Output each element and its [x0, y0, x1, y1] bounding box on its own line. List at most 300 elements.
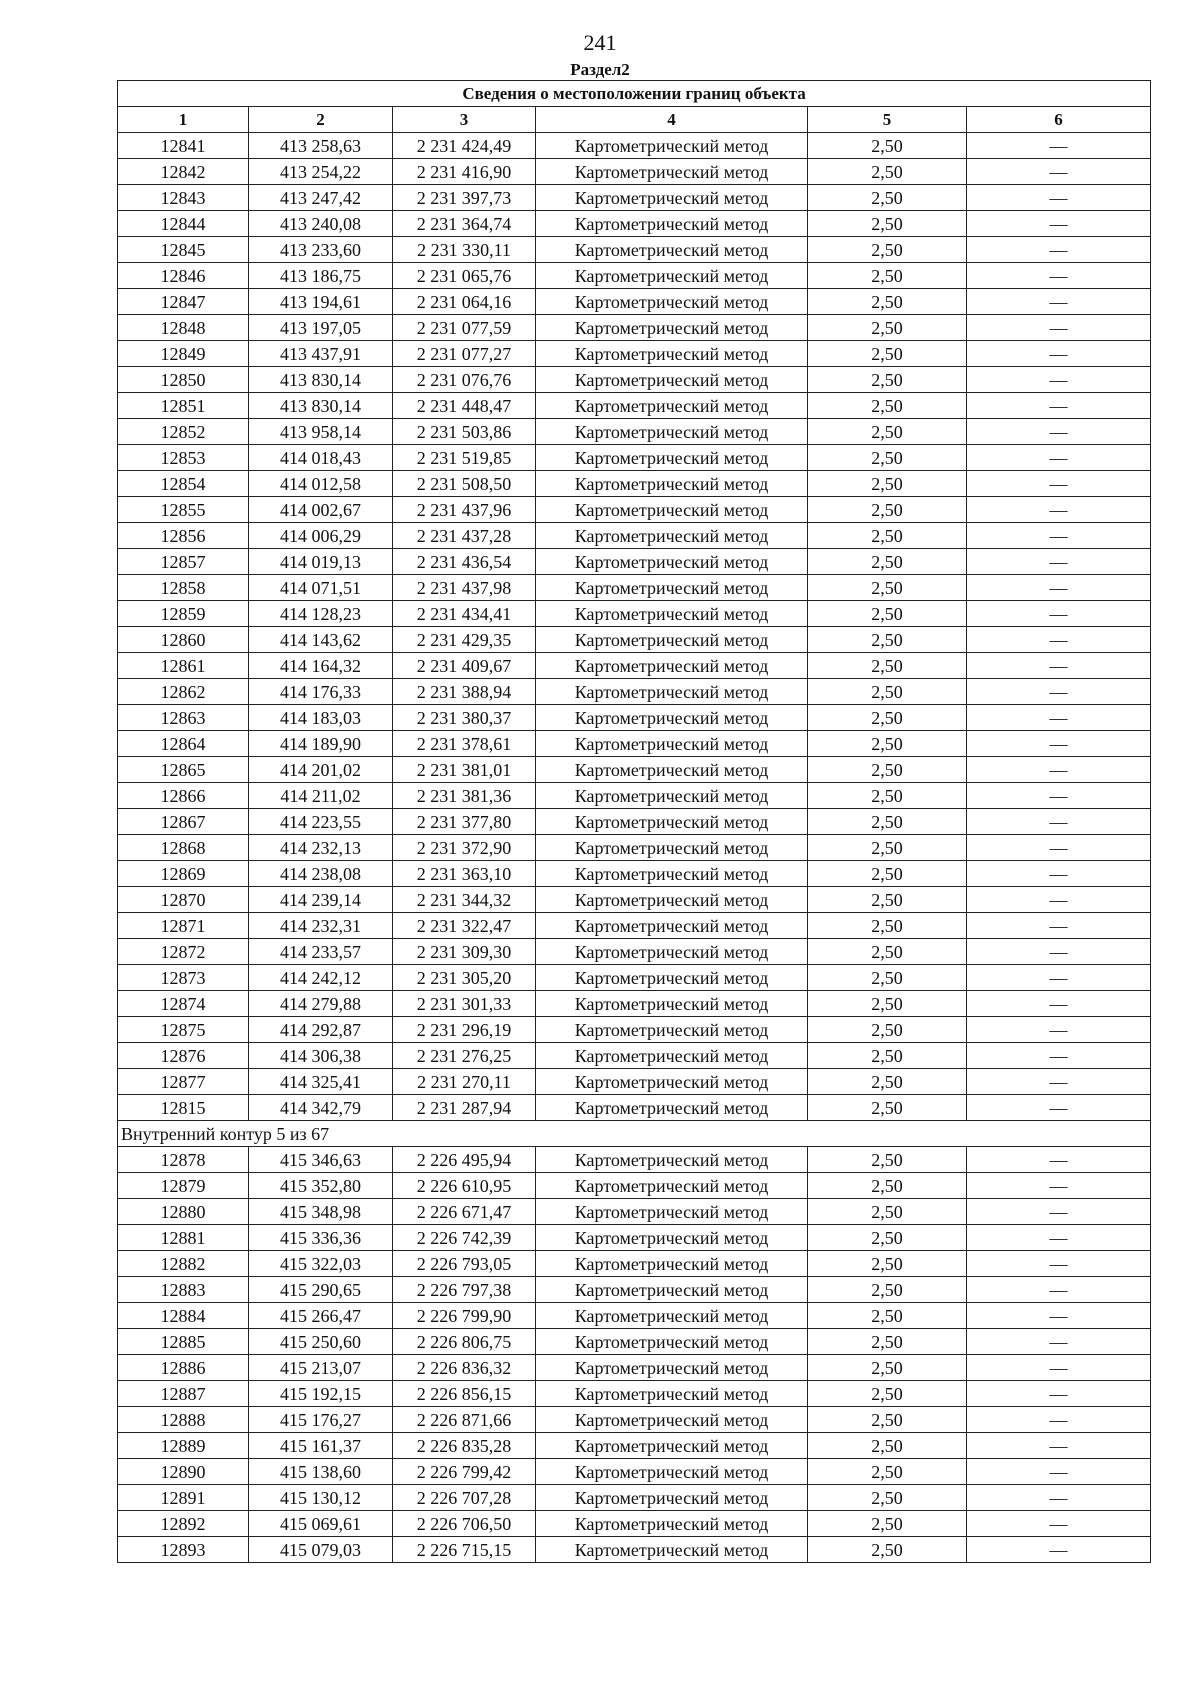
y-coordinate-cell: 2 226 836,32	[393, 1355, 536, 1381]
accuracy-cell: 2,50	[808, 601, 967, 627]
method-cell: Картометрический метод	[536, 315, 808, 341]
x-coordinate-cell: 415 192,15	[249, 1381, 393, 1407]
y-coordinate-cell: 2 231 287,94	[393, 1095, 536, 1121]
method-cell: Картометрический метод	[536, 939, 808, 965]
method-cell: Картометрический метод	[536, 289, 808, 315]
table-row	[118, 1459, 1151, 1485]
y-coordinate-cell: 2 226 856,15	[393, 1381, 536, 1407]
table-row	[118, 419, 1151, 445]
table-row	[118, 445, 1151, 471]
point-number-cell: 12875	[118, 1017, 249, 1043]
x-coordinate-cell: 414 071,51	[249, 575, 393, 601]
y-coordinate-cell: 2 231 503,86	[393, 419, 536, 445]
description-cell: —	[967, 1173, 1151, 1199]
y-coordinate-cell: 2 231 378,61	[393, 731, 536, 757]
x-coordinate-cell: 414 242,12	[249, 965, 393, 991]
x-coordinate-cell: 414 128,23	[249, 601, 393, 627]
description-cell: —	[967, 939, 1151, 965]
x-coordinate-cell: 415 322,03	[249, 1251, 393, 1277]
description-cell: —	[967, 965, 1151, 991]
description-cell: —	[967, 1303, 1151, 1329]
y-coordinate-cell: 2 231 381,36	[393, 783, 536, 809]
method-cell: Картометрический метод	[536, 263, 808, 289]
method-cell: Картометрический метод	[536, 1433, 808, 1459]
accuracy-cell: 2,50	[808, 1459, 967, 1485]
y-coordinate-cell: 2 231 436,54	[393, 549, 536, 575]
table-row	[118, 1511, 1151, 1537]
point-number-cell: 12854	[118, 471, 249, 497]
method-cell: Картометрический метод	[536, 965, 808, 991]
x-coordinate-cell: 415 250,60	[249, 1329, 393, 1355]
point-number-cell: 12872	[118, 939, 249, 965]
y-coordinate-cell: 2 231 363,10	[393, 861, 536, 887]
y-coordinate-cell: 2 231 064,16	[393, 289, 536, 315]
description-cell: —	[967, 497, 1151, 523]
method-cell: Картометрический метод	[536, 1303, 808, 1329]
table-row	[118, 627, 1151, 653]
description-cell: —	[967, 1511, 1151, 1537]
point-number-cell: 12853	[118, 445, 249, 471]
point-number-cell: 12843	[118, 185, 249, 211]
accuracy-cell: 2,50	[808, 965, 967, 991]
x-coordinate-cell: 413 830,14	[249, 393, 393, 419]
y-coordinate-cell: 2 226 797,38	[393, 1277, 536, 1303]
table-row	[118, 367, 1151, 393]
x-coordinate-cell: 414 183,03	[249, 705, 393, 731]
y-coordinate-cell: 2 226 707,28	[393, 1485, 536, 1511]
table-row	[118, 861, 1151, 887]
table-caption-row	[118, 81, 1151, 107]
table-row	[118, 1329, 1151, 1355]
y-coordinate-cell: 2 231 448,47	[393, 393, 536, 419]
description-cell: —	[967, 679, 1151, 705]
y-coordinate-cell: 2 226 793,05	[393, 1251, 536, 1277]
table-row	[118, 1173, 1151, 1199]
table-row	[118, 289, 1151, 315]
method-cell: Картометрический метод	[536, 731, 808, 757]
x-coordinate-cell: 414 211,02	[249, 783, 393, 809]
table-row	[118, 1225, 1151, 1251]
accuracy-cell: 2,50	[808, 1251, 967, 1277]
x-coordinate-cell: 413 233,60	[249, 237, 393, 263]
description-cell: —	[967, 575, 1151, 601]
point-number-cell: 12844	[118, 211, 249, 237]
point-number-cell: 12878	[118, 1147, 249, 1173]
table-row	[118, 1277, 1151, 1303]
x-coordinate-cell: 415 336,36	[249, 1225, 393, 1251]
y-coordinate-cell: 2 231 076,76	[393, 367, 536, 393]
table-row	[118, 393, 1151, 419]
x-coordinate-cell: 413 194,61	[249, 289, 393, 315]
method-cell: Картометрический метод	[536, 861, 808, 887]
table-row	[118, 1251, 1151, 1277]
y-coordinate-cell: 2 226 706,50	[393, 1511, 536, 1537]
accuracy-cell: 2,50	[808, 679, 967, 705]
table-row	[118, 1381, 1151, 1407]
method-cell: Картометрический метод	[536, 237, 808, 263]
description-cell: —	[967, 1069, 1151, 1095]
point-number-cell: 12873	[118, 965, 249, 991]
x-coordinate-cell: 415 161,37	[249, 1433, 393, 1459]
x-coordinate-cell: 414 238,08	[249, 861, 393, 887]
description-cell: —	[967, 601, 1151, 627]
table-row	[118, 1537, 1151, 1563]
x-coordinate-cell: 413 437,91	[249, 341, 393, 367]
accuracy-cell: 2,50	[808, 1407, 967, 1433]
point-number-cell: 12877	[118, 1069, 249, 1095]
y-coordinate-cell: 2 231 305,20	[393, 965, 536, 991]
description-cell: —	[967, 237, 1151, 263]
accuracy-cell: 2,50	[808, 653, 967, 679]
point-number-cell: 12861	[118, 653, 249, 679]
column-header-4: 4	[536, 107, 808, 133]
y-coordinate-cell: 2 231 276,25	[393, 1043, 536, 1069]
table-row	[118, 497, 1151, 523]
description-cell: —	[967, 1095, 1151, 1121]
description-cell: —	[967, 133, 1151, 159]
point-number-cell: 12879	[118, 1173, 249, 1199]
accuracy-cell: 2,50	[808, 1537, 967, 1563]
x-coordinate-cell: 414 232,31	[249, 913, 393, 939]
table-row	[118, 549, 1151, 575]
method-cell: Картометрический метод	[536, 159, 808, 185]
page-number: 241	[583, 30, 617, 55]
y-coordinate-cell: 2 226 871,66	[393, 1407, 536, 1433]
point-number-cell: 12863	[118, 705, 249, 731]
x-coordinate-cell: 414 002,67	[249, 497, 393, 523]
accuracy-cell: 2,50	[808, 783, 967, 809]
x-coordinate-cell: 414 325,41	[249, 1069, 393, 1095]
accuracy-cell: 2,50	[808, 263, 967, 289]
point-number-cell: 12847	[118, 289, 249, 315]
y-coordinate-cell: 2 226 799,42	[393, 1459, 536, 1485]
point-number-cell: 12893	[118, 1537, 249, 1563]
point-number-cell: 12858	[118, 575, 249, 601]
x-coordinate-cell: 414 006,29	[249, 523, 393, 549]
description-cell: —	[967, 159, 1151, 185]
point-number-cell: 12887	[118, 1381, 249, 1407]
table-row	[118, 991, 1151, 1017]
method-cell: Картометрический метод	[536, 809, 808, 835]
accuracy-cell: 2,50	[808, 185, 967, 211]
contour-label: Внутренний контур 5 из 67	[118, 1121, 1151, 1147]
x-coordinate-cell: 414 306,38	[249, 1043, 393, 1069]
table-row	[118, 809, 1151, 835]
boundary-coordinates-table	[117, 80, 1151, 1563]
description-cell: —	[967, 1225, 1151, 1251]
accuracy-cell: 2,50	[808, 393, 967, 419]
x-coordinate-cell: 415 348,98	[249, 1199, 393, 1225]
accuracy-cell: 2,50	[808, 237, 967, 263]
x-coordinate-cell: 415 213,07	[249, 1355, 393, 1381]
table-row	[118, 1069, 1151, 1095]
accuracy-cell: 2,50	[808, 1381, 967, 1407]
y-coordinate-cell: 2 231 065,76	[393, 263, 536, 289]
method-cell: Картометрический метод	[536, 991, 808, 1017]
y-coordinate-cell: 2 231 429,35	[393, 627, 536, 653]
accuracy-cell: 2,50	[808, 1017, 967, 1043]
table-row	[118, 783, 1151, 809]
method-cell: Картометрический метод	[536, 757, 808, 783]
accuracy-cell: 2,50	[808, 159, 967, 185]
y-coordinate-cell: 2 231 372,90	[393, 835, 536, 861]
point-number-cell: 12859	[118, 601, 249, 627]
table-row	[118, 575, 1151, 601]
y-coordinate-cell: 2 231 330,11	[393, 237, 536, 263]
table-row	[118, 705, 1151, 731]
table-row	[118, 757, 1151, 783]
accuracy-cell: 2,50	[808, 211, 967, 237]
table-row	[118, 159, 1151, 185]
method-cell: Картометрический метод	[536, 783, 808, 809]
table-row	[118, 1095, 1151, 1121]
method-cell: Картометрический метод	[536, 1069, 808, 1095]
accuracy-cell: 2,50	[808, 1277, 967, 1303]
point-number-cell: 12856	[118, 523, 249, 549]
table-row	[118, 939, 1151, 965]
description-cell: —	[967, 627, 1151, 653]
y-coordinate-cell: 2 231 377,80	[393, 809, 536, 835]
method-cell: Картометрический метод	[536, 1537, 808, 1563]
accuracy-cell: 2,50	[808, 1485, 967, 1511]
accuracy-cell: 2,50	[808, 575, 967, 601]
point-number-cell: 12849	[118, 341, 249, 367]
point-number-cell: 12876	[118, 1043, 249, 1069]
outer-contour-rows	[118, 133, 1151, 1121]
description-cell: —	[967, 1407, 1151, 1433]
description-cell: —	[967, 471, 1151, 497]
point-number-cell: 12874	[118, 991, 249, 1017]
table-row	[118, 887, 1151, 913]
table-row	[118, 1407, 1151, 1433]
y-coordinate-cell: 2 231 077,59	[393, 315, 536, 341]
point-number-cell: 12870	[118, 887, 249, 913]
x-coordinate-cell: 413 247,42	[249, 185, 393, 211]
point-number-cell: 12880	[118, 1199, 249, 1225]
method-cell: Картометрический метод	[536, 1017, 808, 1043]
description-cell: —	[967, 705, 1151, 731]
table-row	[118, 1199, 1151, 1225]
x-coordinate-cell: 415 130,12	[249, 1485, 393, 1511]
description-cell: —	[967, 445, 1151, 471]
table-row	[118, 341, 1151, 367]
description-cell: —	[967, 1147, 1151, 1173]
accuracy-cell: 2,50	[808, 757, 967, 783]
method-cell: Картометрический метод	[536, 1355, 808, 1381]
point-number-cell: 12882	[118, 1251, 249, 1277]
point-number-cell: 12855	[118, 497, 249, 523]
accuracy-cell: 2,50	[808, 705, 967, 731]
method-cell: Картометрический метод	[536, 1511, 808, 1537]
description-cell: —	[967, 783, 1151, 809]
accuracy-cell: 2,50	[808, 1069, 967, 1095]
point-number-cell: 12886	[118, 1355, 249, 1381]
y-coordinate-cell: 2 231 437,98	[393, 575, 536, 601]
method-cell: Картометрический метод	[536, 393, 808, 419]
point-number-cell: 12845	[118, 237, 249, 263]
accuracy-cell: 2,50	[808, 315, 967, 341]
method-cell: Картометрический метод	[536, 445, 808, 471]
description-cell: —	[967, 757, 1151, 783]
x-coordinate-cell: 414 292,87	[249, 1017, 393, 1043]
description-cell: —	[967, 185, 1151, 211]
point-number-cell: 12841	[118, 133, 249, 159]
x-coordinate-cell: 414 201,02	[249, 757, 393, 783]
x-coordinate-cell: 413 197,05	[249, 315, 393, 341]
table-row	[118, 1433, 1151, 1459]
y-coordinate-cell: 2 231 388,94	[393, 679, 536, 705]
method-cell: Картометрический метод	[536, 1147, 808, 1173]
contour-label-row	[118, 1121, 1151, 1147]
table-row	[118, 471, 1151, 497]
point-number-cell: 12889	[118, 1433, 249, 1459]
description-cell: —	[967, 1017, 1151, 1043]
point-number-cell: 12884	[118, 1303, 249, 1329]
y-coordinate-cell: 2 231 309,30	[393, 939, 536, 965]
accuracy-cell: 2,50	[808, 1199, 967, 1225]
accuracy-cell: 2,50	[808, 289, 967, 315]
x-coordinate-cell: 413 958,14	[249, 419, 393, 445]
y-coordinate-cell: 2 231 416,90	[393, 159, 536, 185]
x-coordinate-cell: 415 266,47	[249, 1303, 393, 1329]
y-coordinate-cell: 2 226 742,39	[393, 1225, 536, 1251]
description-cell: —	[967, 1433, 1151, 1459]
y-coordinate-cell: 2 226 610,95	[393, 1173, 536, 1199]
description-cell: —	[967, 549, 1151, 575]
y-coordinate-cell: 2 226 799,90	[393, 1303, 536, 1329]
description-cell: —	[967, 731, 1151, 757]
method-cell: Картометрический метод	[536, 1199, 808, 1225]
x-coordinate-cell: 415 079,03	[249, 1537, 393, 1563]
x-coordinate-cell: 415 352,80	[249, 1173, 393, 1199]
method-cell: Картометрический метод	[536, 913, 808, 939]
accuracy-cell: 2,50	[808, 133, 967, 159]
y-coordinate-cell: 2 231 397,73	[393, 185, 536, 211]
point-number-cell: 12883	[118, 1277, 249, 1303]
description-cell: —	[967, 315, 1151, 341]
description-cell: —	[967, 1043, 1151, 1069]
method-cell: Картометрический метод	[536, 575, 808, 601]
description-cell: —	[967, 835, 1151, 861]
accuracy-cell: 2,50	[808, 861, 967, 887]
y-coordinate-cell: 2 231 424,49	[393, 133, 536, 159]
accuracy-cell: 2,50	[808, 835, 967, 861]
y-coordinate-cell: 2 231 508,50	[393, 471, 536, 497]
x-coordinate-cell: 414 176,33	[249, 679, 393, 705]
accuracy-cell: 2,50	[808, 1173, 967, 1199]
method-cell: Картометрический метод	[536, 1407, 808, 1433]
method-cell: Картометрический метод	[536, 1381, 808, 1407]
x-coordinate-cell: 413 258,63	[249, 133, 393, 159]
method-cell: Картометрический метод	[536, 133, 808, 159]
y-coordinate-cell: 2 231 519,85	[393, 445, 536, 471]
x-coordinate-cell: 414 223,55	[249, 809, 393, 835]
x-coordinate-cell: 415 346,63	[249, 1147, 393, 1173]
method-cell: Картометрический метод	[536, 211, 808, 237]
method-cell: Картометрический метод	[536, 367, 808, 393]
table-row	[118, 601, 1151, 627]
y-coordinate-cell: 2 231 437,96	[393, 497, 536, 523]
accuracy-cell: 2,50	[808, 1147, 967, 1173]
table-row	[118, 211, 1151, 237]
column-header-1: 1	[118, 107, 249, 133]
method-cell: Картометрический метод	[536, 471, 808, 497]
point-number-cell: 12815	[118, 1095, 249, 1121]
table-row	[118, 1485, 1151, 1511]
description-cell: —	[967, 419, 1151, 445]
y-coordinate-cell: 2 226 671,47	[393, 1199, 536, 1225]
y-coordinate-cell: 2 231 077,27	[393, 341, 536, 367]
x-coordinate-cell: 415 176,27	[249, 1407, 393, 1433]
method-cell: Картометрический метод	[536, 341, 808, 367]
x-coordinate-cell: 415 290,65	[249, 1277, 393, 1303]
accuracy-cell: 2,50	[808, 939, 967, 965]
table-row	[118, 653, 1151, 679]
table-row	[118, 523, 1151, 549]
point-number-cell: 12891	[118, 1485, 249, 1511]
point-number-cell: 12871	[118, 913, 249, 939]
table-row	[118, 1017, 1151, 1043]
description-cell: —	[967, 1251, 1151, 1277]
x-coordinate-cell: 413 254,22	[249, 159, 393, 185]
method-cell: Картометрический метод	[536, 523, 808, 549]
description-cell: —	[967, 1459, 1151, 1485]
x-coordinate-cell: 414 019,13	[249, 549, 393, 575]
y-coordinate-cell: 2 231 364,74	[393, 211, 536, 237]
accuracy-cell: 2,50	[808, 1043, 967, 1069]
description-cell: —	[967, 861, 1151, 887]
x-coordinate-cell: 413 186,75	[249, 263, 393, 289]
x-coordinate-cell: 414 189,90	[249, 731, 393, 757]
point-number-cell: 12862	[118, 679, 249, 705]
point-number-cell: 12864	[118, 731, 249, 757]
method-cell: Картометрический метод	[536, 601, 808, 627]
x-coordinate-cell: 414 018,43	[249, 445, 393, 471]
method-cell: Картометрический метод	[536, 549, 808, 575]
y-coordinate-cell: 2 226 495,94	[393, 1147, 536, 1173]
y-coordinate-cell: 2 226 715,15	[393, 1537, 536, 1563]
method-cell: Картометрический метод	[536, 185, 808, 211]
method-cell: Картометрический метод	[536, 497, 808, 523]
description-cell: —	[967, 367, 1151, 393]
method-cell: Картометрический метод	[536, 1329, 808, 1355]
description-cell: —	[967, 1537, 1151, 1563]
point-number-cell: 12865	[118, 757, 249, 783]
y-coordinate-cell: 2 231 322,47	[393, 913, 536, 939]
accuracy-cell: 2,50	[808, 1433, 967, 1459]
point-number-cell: 12852	[118, 419, 249, 445]
table-row	[118, 731, 1151, 757]
contour-separator	[118, 1121, 1151, 1147]
description-cell: —	[967, 1381, 1151, 1407]
inner-contour-rows	[118, 1147, 1151, 1563]
y-coordinate-cell: 2 231 344,32	[393, 887, 536, 913]
method-cell: Картометрический метод	[536, 653, 808, 679]
description-cell: —	[967, 887, 1151, 913]
description-cell: —	[967, 523, 1151, 549]
table-caption: Сведения о местоположении границ объекта	[118, 81, 1151, 107]
point-number-cell: 12892	[118, 1511, 249, 1537]
method-cell: Картометрический метод	[536, 1173, 808, 1199]
accuracy-cell: 2,50	[808, 471, 967, 497]
x-coordinate-cell: 414 342,79	[249, 1095, 393, 1121]
method-cell: Картометрический метод	[536, 1225, 808, 1251]
method-cell: Картометрический метод	[536, 1459, 808, 1485]
accuracy-cell: 2,50	[808, 445, 967, 471]
column-header-3: 3	[393, 107, 536, 133]
section-title: Раздел2	[570, 60, 630, 79]
point-number-cell: 12848	[118, 315, 249, 341]
